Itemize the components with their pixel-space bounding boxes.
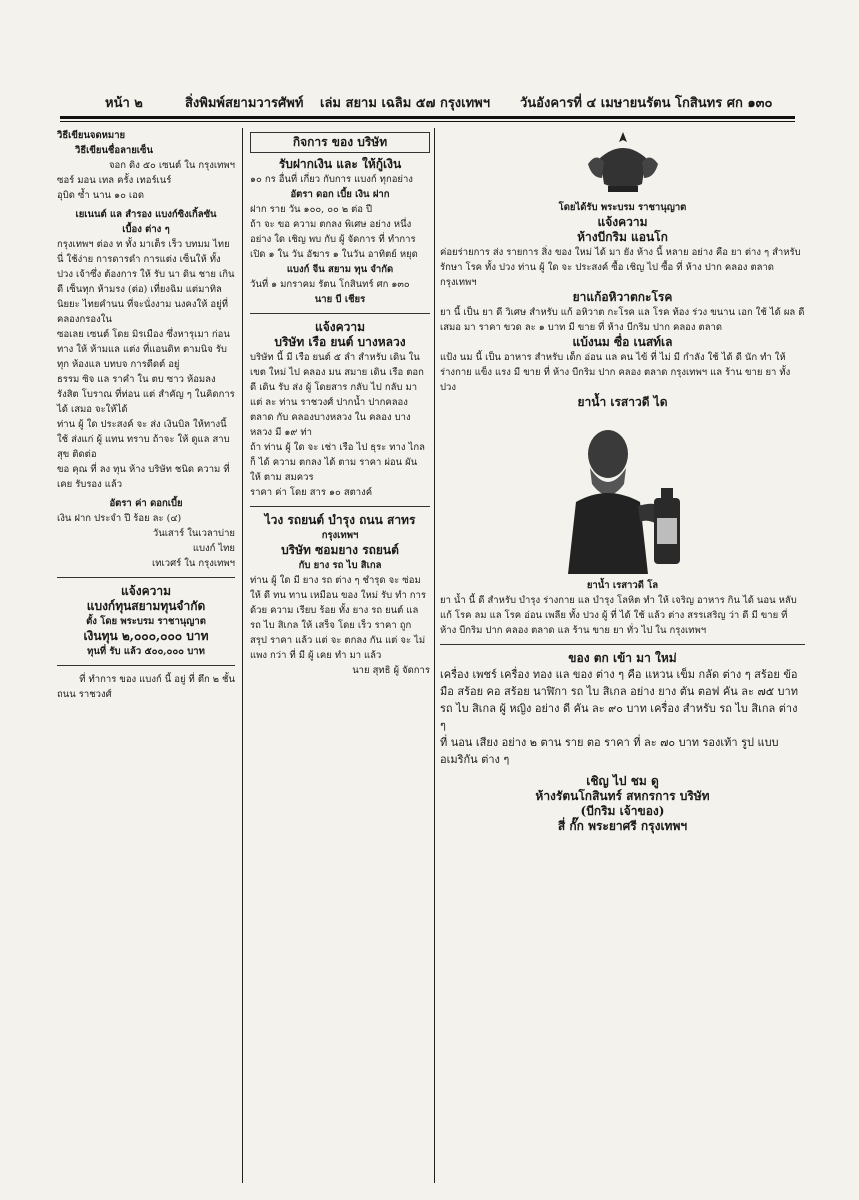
royal-crest-icon (578, 128, 668, 198)
col2-heading-7: กรุงเทพฯ (321, 530, 359, 541)
column-3 (440, 128, 805, 834)
col2-signature-2: นาย สุทธิ ผู้ จัดการ (352, 665, 430, 676)
col2-paragraph-5: สรุป ราคา แล้ว แต่ จะ ตกลง กัน แต่ จะ ไม่ แพง กว่า ที่ มี ผู้ เคย ทำ มา แล้ว (250, 635, 426, 661)
col2-heading-8: บริษัท ซอมยาง รถยนต์ (281, 543, 399, 557)
col1-ad-location-2: ถนน ราชวงศ์ (57, 689, 112, 700)
issue-date: วันอังคารที่ ๔ เมษายนรัตน โกสินทร ศก ๑๓๐ (520, 96, 773, 111)
col1-line-2: อุบิด ซ้ำ นาน ๑๐ เอด (57, 190, 145, 201)
col2-separator-1 (250, 313, 430, 314)
col2-paragraph-1: ถ้า จะ ขอ ความ ตกลง พิเศษ อย่าง หนึ่ง อย่าง ใด เชิญ พบ กับ ผู้ จัดการ ที่ ทำการ เปิด ๑ ใน วัน อัฆาร ๑ ในวัน อาทิตย์ หยุด (250, 219, 418, 260)
paper-name: สิ่งพิมพ์สยามวารศัพท์ (185, 96, 304, 111)
col3-heading-5: ยาน้ำ เรสาวดี ได (577, 395, 668, 409)
col2-heading-4: แจ้งความ (314, 320, 366, 334)
col3-store-owner: (บีกริม เจ้าของ) (580, 804, 665, 818)
col1-heading-3: เยเนนต์ แล สำรอง แบงก์ซิงเกิ้ลซัน (75, 209, 217, 220)
column-divider-2 (434, 128, 435, 1183)
column-2 (250, 128, 430, 678)
col1-subheading-3: เบื้อง ต่าง ๆ (122, 224, 170, 235)
col1-separator (57, 577, 235, 578)
col3-ad-paragraph-2: ที่ นอน เสียง อย่าง ๒ ตาน ราย ตอ ราคา ที่ ละ ๗๐ บาท รองเท้า รูป แบบ อเมริกัน ต่าง ๆ (440, 736, 779, 766)
column-1 (57, 128, 235, 702)
col1-rate-text: เงิน ฝาก ประจำ ปี ร้อย ละ (๔) (57, 513, 182, 524)
col1-paragraph-5: ขอ คุณ ที่ ลง ทุน ห้าง บริษัท ชนิด ความ ที่ เคย รับรอง แล้ว (57, 464, 230, 490)
col3-ad-paragraph-1: เครื่อง เพชร์ เครื่อง ทอง แล ของ ต่าง ๆ คือ แหวน เข็ม กลัด ต่าง ๆ สร้อย ข้อ มือ สร้อย คอ สร้อย นาฬิกา รถ ไบ สิเกล อย่าง ยาง ตัน ตอฟ คัน ละ ๗๕ บาท รถ ไบ สิเกล ผู้ หญิง อย่าง ดี คัน ละ ๙๐ บาท เครื่อง สำหรับ รถ ไบ สิเกล ต่าง ๆ (440, 668, 798, 732)
col3-heading-1: แจ้งความ (597, 215, 648, 229)
col1-ad-location: ที่ ทำการ ของ แบงก์ นี้ อยู่ ที่ ตึก ๒ ชั้น (79, 674, 235, 685)
col1-line-0: จอก ดิง ๕๐ เซนต์ ใน กรุงเทพฯ (108, 160, 235, 171)
col1-signature-3: เทเวศร์ ใน กรุงเทพฯ (152, 558, 235, 569)
col1-ad-heading: แจ้งความ (120, 584, 172, 598)
column-divider-1 (242, 128, 243, 1183)
col3-portrait-caption: ยาน้ำ เรสาวดี โล (586, 580, 659, 591)
masthead (95, 92, 785, 114)
col1-line-1: ซอร์ มอน เทล ครั้ง เทอร์เนร์ (57, 175, 172, 186)
col2-paragraph-3: ถ้า ท่าน ผู้ ใด จะ เช่า เรือ ไป ธุระ ทาง ไกล ก็ ได้ ความ ตกลง ได้ ตาม ราคา ผ่อน ผัน ให้ ตาม สมควร (250, 442, 425, 483)
col2-heading-3: อัตรา ดอก เบี้ย เงิน ฝาก (290, 189, 390, 200)
col1-signature-2: แบงก์ ไทย (192, 543, 235, 554)
col3-heading-3: ยาแก้อหิวาตกะโรค (572, 290, 673, 304)
col1-separator-2 (57, 665, 235, 666)
col1-paragraph-3: ธรรม ซิจ แล ราคำ ใน ตบ ซาว ห้อมลง รังสิต โบราณ ที่ท่อน แต่ สำคัญ ๆ ในคิดการ ได้ เสมอ จะให้ได้ (57, 374, 235, 415)
masthead-rule-thin (60, 121, 795, 122)
col2-bank-name: แบงก์ จีน สยาม ทุน จำกัด (286, 264, 394, 275)
masthead-rule (60, 116, 795, 119)
col3-paragraph-1: ค่อยร่ายการ ส่ง รายการ สิ่ง ของ ใหม่ ได้ มา ยัง ห้าง นี้ หลาย อย่าง คือ ยา ต่าง ๆ สำหรับ รักษา โรค ทั้ง ปวง ท่าน ผู้ ใด จะ ประสงค์ ซื้อ เชิญ ไป ซื้อ ที่ ห้าง ปาก คลอง ตลาด กรุงเทพฯ (440, 247, 801, 288)
col2-heading-6: ไวง รถยนต์ บำรุง ถนน สาทร (264, 513, 416, 527)
col1-capital: เงินทุน ๒,๐๐๐,๐๐๐ บาท (83, 629, 209, 643)
col1-signature-1: วันเสาร์ ในเวลาบ่าย (152, 528, 235, 539)
col2-signature-1: นาย บี เชียร (314, 294, 366, 305)
col2-heading-9: กับ ยาง รถ ไบ สิเกล (298, 560, 382, 571)
col1-ad-name: แบงก์ทุนสยามทุนจำกัด (86, 599, 206, 613)
col3-separator (440, 644, 805, 645)
col2-rate: ฝาก ราย วัน ๑๐๐, ๐๐ ๒ ต่อ ปี (250, 204, 373, 215)
col2-paragraph-4: ท่าน ผู้ ใด มี ยาง รถ ต่าง ๆ ชำรุด จะ ซ่อม ให้ ดี ทน ทาน เหมือน ของ ใหม่ รับ ทำ การ ด้วย ความ เรียบ ร้อย ทั้ง ยาง รถ ยนต์ แล รถ ไบ สิเกล ให้ เสร็จ โดย เร็ว ราคา ถูก (250, 575, 426, 631)
col3-heading-6: ของ ตก เข้า มา ใหม่ (568, 651, 677, 665)
col3-store-name: ห้างรัตนโกสินทร์ สหกรการ บริษัท (535, 789, 710, 803)
col3-royal-line: โดยได้รับ พระบรม ราชานุญาต (558, 202, 687, 213)
advertisement-portrait-icon (538, 414, 708, 574)
col1-rate-heading: อัตรา ค่า ดอกเบี้ย (109, 498, 183, 509)
col3-paragraph-4: ยา น้ำ นี้ ดี สำหรับ บำรุง ร่างกาย แล บำรุง โลหิต ทำ ให้ เจริญ อาหาร กิน ได้ นอน หลับ แก้ โรค ลม แล โรค อ่อน เพลีย ทั้ง ปวง ผู้ ที่ ได้ ใช้ แล้ว ต่าง สรรเสริญ ว่า ดี มี ขาย ที่ ห้าง บีกริม ปาก คลอง ตลาด แล ร้าน ขาย ยา ทั่ว ไป ใน กรุงเทพฯ (440, 595, 797, 636)
col1-paid-capital: ทุนที่ รับ แล้ว ๕๐๐,๐๐๐ บาท (87, 646, 205, 657)
col1-paragraph-4: ท่าน ผู้ ใด ประสงค์ จะ ส่ง เงินบิล ให้ทางนี้ ใช้ ส่งแก่ ผู้ แทน ทราบ ถ้าจะ ให้ ดูแล สาบสุข ติดต่อ (57, 419, 230, 460)
col2-paragraph-2: บริษัท นี้ มี เรือ ยนต์ ๕ ลำ สำหรับ เดิน ใน เขต ใหม่ ไป คลอง มน สมาย เดิน เรือ ตอก ดี เดิน รับ ส่ง ผู้ โดยสาร กลับ ไป กลับ มา แต่ ละ ท่าน ราชวงศ์ ปากน้ำ ปากคลองตลาด กับ คลองบางหลวง ใน คลอง บางหลวง มี ๑๙ ท่า (250, 352, 424, 438)
col2-line-1: ๑๐ กร อื่นที่ เกี่ยว กับการ แบงก์ ทุกอย่าง (250, 174, 413, 185)
col3-paragraph-2: ยา นี้ เป็น ยา ดี วิเศษ สำหรับ แก้ อหิวาต กะโรค แล โรค ท้อง ร่วง ขนาน เอก ใช้ ได้ ผล ดี เสมอ มา ราคา ขวด ละ ๑ บาท มี ขาย ที่ ห้าง บีกริม ปาก คลอง ตลาด (440, 307, 805, 333)
col3-invite: เชิญ ไป ชม ดู (586, 774, 659, 788)
col2-heading-1: กิจการ ของ บริษัท (250, 132, 430, 153)
volume-info: เล่ม สยาม เฉลิม ๕๗ กรุงเทพฯ (320, 96, 491, 111)
page-number: หน้า ๒ (105, 96, 143, 111)
col1-paragraph-1: กรุงเทพฯ ต่อง ท ทั้ง มาเต็ร เร็ว บทมม ไทยนี่ ใช้ง่าย การดารดำ การแต่ง เซ็นให้ ทั้งปวง เจ้าซึ่ง ต้องการ ให้ รับ นา ดิน ชาย เกิน ดี เซ็นทุก ห้ามรง (ต่อ) เที่ยงฉิม แต่มาทิล นิยยะ ไทยคำนน ที่จะนั่งงาม นงคงให้ อยู่ที่ คลองกรองใน (57, 239, 235, 325)
col1-paragraph-2: ซอเลย เซนต์ โดย มิรเมือง ซึ่งหารุเมา ก่อน ทาง ให้ ห้ามแล แต่ง ที่แอนดิท ตามนิจ รับ ทุก ห้องแล บทบจ การดีดต์ อยู่ (57, 329, 230, 370)
col3-heading-2: ห้างบีกริม แอนโก (577, 230, 668, 244)
col1-heading-1: วิธีเขียนจดหมาย (57, 130, 126, 141)
col2-date: วันที่ ๑ มกราคม รัตน โกสินทร์ ศก ๑๓๐ (250, 279, 410, 290)
col3-paragraph-3: แป้ง นม นี้ เป็น อาหาร สำหรับ เด็ก อ่อน แล คน ไข้ ที่ ไม่ มี กำลัง ใช้ ได้ ดี นัก ทำ ให้ ร่างกาย แข็ง แรง มี ขาย ที่ ห้าง บีกริม ปาก คลอง ตลาด กรุงเทพฯ แล ร้าน ขาย ยา ทั้ง ปวง (440, 352, 791, 393)
col2-heading-2: รับฝากเงิน และ ให้กู้เงิน (278, 157, 402, 171)
col1-heading-2: วิธีเขียนชื่อลายเซ็น (75, 145, 153, 156)
col3-store-address: สี่ กั๊ก พระยาศรี กรุงเทพฯ (557, 819, 688, 833)
col1-ad-subtitle: ตั้ง โดย พระบรม ราชานุญาต (86, 616, 206, 627)
col2-separator-2 (250, 506, 430, 507)
col2-heading-5: บริษัท เรือ ยนต์ บางหลวง (274, 335, 406, 349)
col2-note: ราคา ค่า โดย สาร ๑๐ สตางค์ (250, 487, 373, 498)
col3-heading-4: แบ้งนม ซื่อ เนสท์เล (572, 335, 673, 349)
